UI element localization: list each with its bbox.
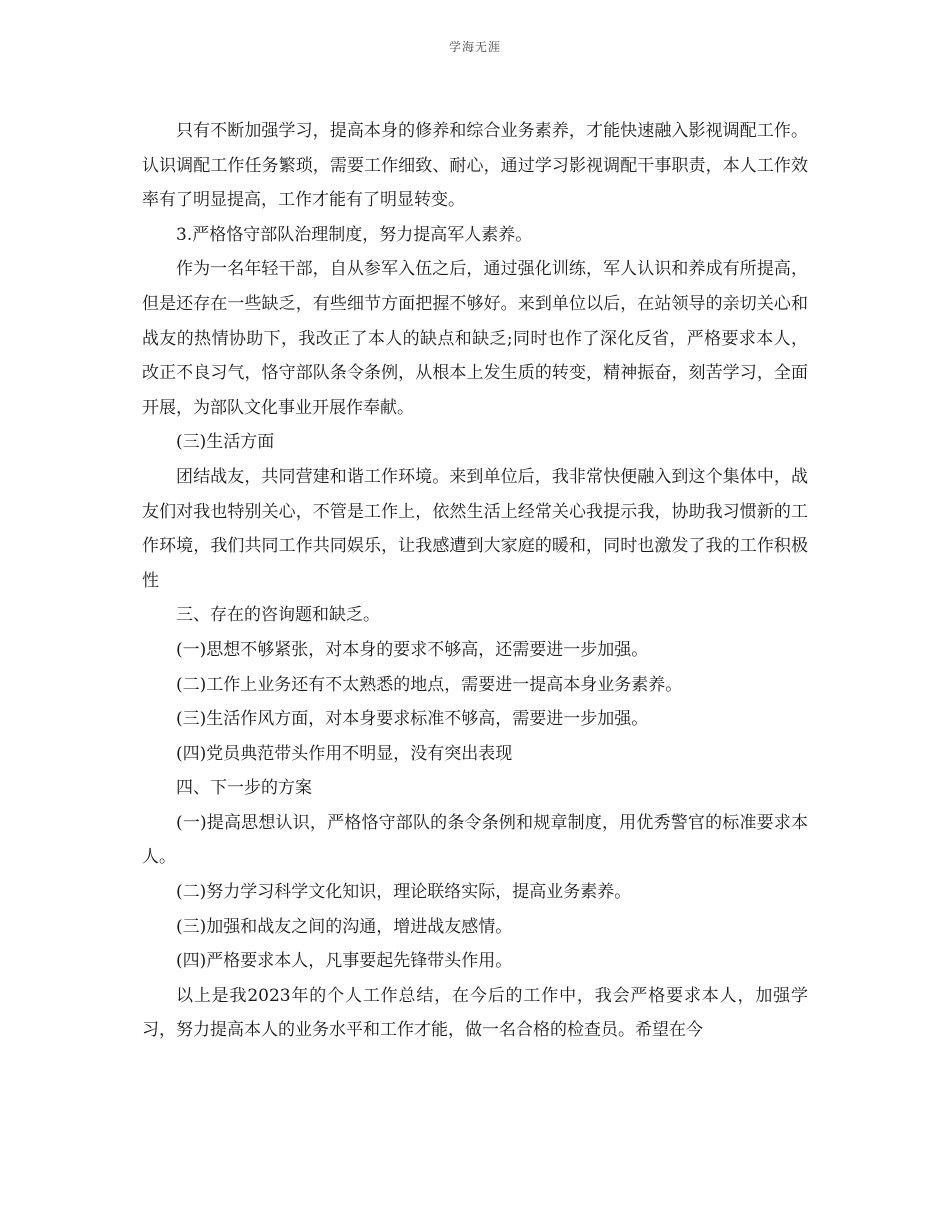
paragraph-study: 只有不断加强学习，提高本身的修养和综合业务素养，才能快速融入影视调配工作。认识调配工作任务繁琐，需要工作细致、耐心，通过学习影视调配干事职责，本人工作效率有了明显提高，工作才能有了明显转变。 — [142, 121, 808, 211]
paragraph-heading-plan: 四、下一步的方案 — [176, 778, 312, 799]
paragraph-unity: 团结战友，共同营建和谐工作环境。来到单位后，我非常快便融入到这个集体中，战友们对我也特别关心，不管是工作上，依然生活上经常关心我提示我，协助我习惯新的工作环境，我们共同工作共同娱乐，让我感遭到大家庭的暖和，同时也激发了我的工作积极性 — [142, 466, 808, 591]
paragraph-plan-2: (二)努力学习科学文化知识，理论联络实际，提高业务素养。 — [176, 882, 632, 903]
paragraph-problem-4: (四)党员典范带头作用不明显，没有突出表现 — [176, 743, 513, 764]
paragraph-conclusion: 以上是我2023年的个人工作总结，在今后的工作中，我会严格要求本人，加强学习，努力提高本人的业务水平和工作才能，做一名合格的检查员。希望在今 — [142, 985, 808, 1041]
paragraph-heading-life: (三)生活方面 — [176, 432, 275, 453]
paragraph-plan-3: (三)加强和战友之间的沟通，增进战友感情。 — [176, 916, 513, 937]
paragraph-problem-1: (一)思想不够紧张，对本身的要求不够高，还需要进一步加强。 — [176, 639, 649, 660]
page-header: 学海无涯 — [448, 40, 501, 54]
paragraph-problem-3: (三)生活作风方面，对本身要求标准不够高，需要进一步加强。 — [176, 709, 649, 730]
paragraph-problem-2: (二)工作上业务还有不太熟悉的地点，需要进一提高本身业务素养。 — [176, 674, 683, 695]
document-body — [142, 114, 808, 1048]
paragraph-plan-4: (四)严格要求本人，凡事要起先锋带头作用。 — [176, 951, 513, 972]
paragraph-young-cadre: 作为一名年轻干部，自从参军入伍之后，通过强化训练，军人认识和养成有所提高，但是还存在一些缺乏，有些细节方面把握不够好。来到单位以后，在站领导的亲切关心和战友的热情协助下，我改正了本人的缺点和缺乏;同时也作了深化反省，严格要求本人，改正不良习气，恪守部队条令条例，从根本上发生质的转变，精神振奋，刻苦学习，全面开展，为部队文化事业开展作奉献。 — [142, 259, 808, 418]
paragraph-plan-1: (一)提高思想认识，严格恪守部队的条令条例和规章制度，用优秀警官的标准要求本人。 — [142, 812, 808, 868]
paragraph-heading-problems: 三、存在的咨询题和缺乏。 — [176, 605, 380, 626]
paragraph-heading-discipline: 3.严格恪守部队治理制度，努力提高军人素养。 — [176, 224, 533, 245]
